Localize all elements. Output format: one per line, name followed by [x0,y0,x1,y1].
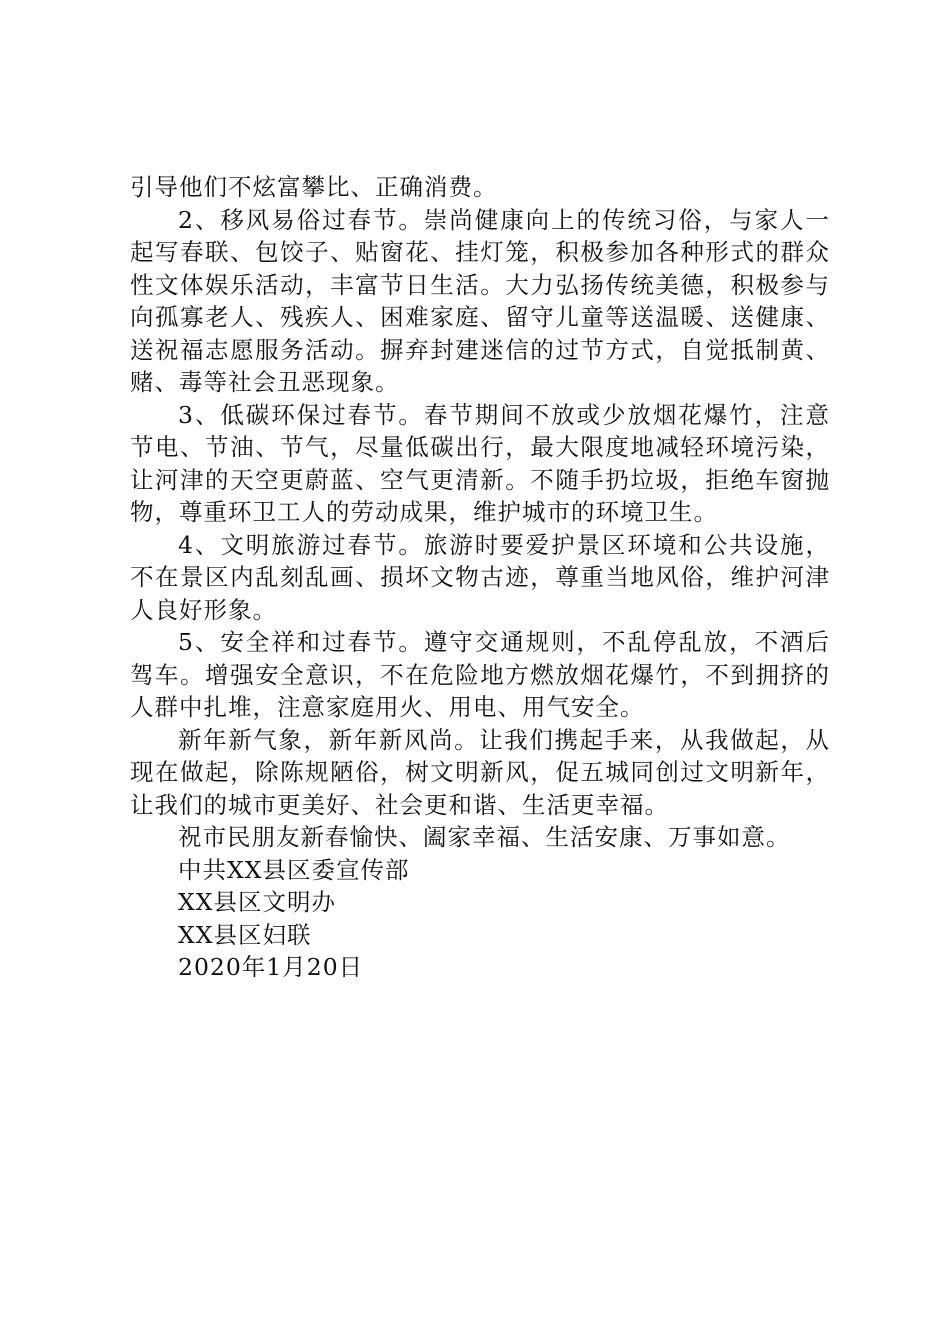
signature-civilization-office: XX县区文明办 [178,888,336,916]
paragraph-item-4: 4、文明旅游过春节。旅游时要爱护景区环境和公共设施，不在景区内乱刻乱画、损坏文物古迹，尊重当地风俗，维护河津人良好形象。 [130,530,830,624]
paragraph-item-3: 3、低碳环保过春节。春节期间不放或少放烟花爆竹，注意节电、节油、节气，尽量低碳出行，最大限度地减轻环境污染，让河津的天空更蔚蓝、空气更清新。不随手扔垃圾，拒绝车窗抛物，尊重环卫工人的劳动成果，维护城市的环境卫生。 [130,400,830,526]
document-body [130,171,830,984]
document-date: 2020年1月20日 [178,953,364,981]
signature-womens-federation: XX县区妇联 [178,920,312,949]
paragraph-continuation: 引导他们不炫富攀比、正确消费。 [130,173,498,201]
paragraph-item-5: 5、安全祥和过春节。遵守交通规则，不乱停乱放，不酒后驾车。增强安全意识，不在危险地方燃放烟花爆竹，不到拥挤的人群中扎堆，注意家庭用火、用电、用气安全。 [130,628,830,721]
signature-propaganda-dept: 中共XX县区委宣传部 [178,855,410,884]
greeting-line: 祝市民朋友新春愉快、阖家幸福、生活安康、万事如意。 [178,823,791,851]
paragraph-closing: 新年新气象，新年新风尚。让我们携起手来，从我做起，从现在做起，除陈规陋俗，树文明新风，促五城同创过文明新年，让我们的城市更美好、社会更和谐、生活更幸福。 [130,725,830,819]
paragraph-item-2: 2、移风易俗过春节。崇尚健康向上的传统习俗，与家人一起写春联、包饺子、贴窗花、挂灯笼，积极参加各种形式的群众性文体娱乐活动，丰富节日生活。大力弘扬传统美德，积极参与向孤寡老人、残疾人、困难家庭、留守儿童等送温暖、送健康、送祝福志愿服务活动。摒弃封建迷信的过节方式，自觉抵制黄、赌、毒等社会丑恶现象。 [130,205,830,396]
